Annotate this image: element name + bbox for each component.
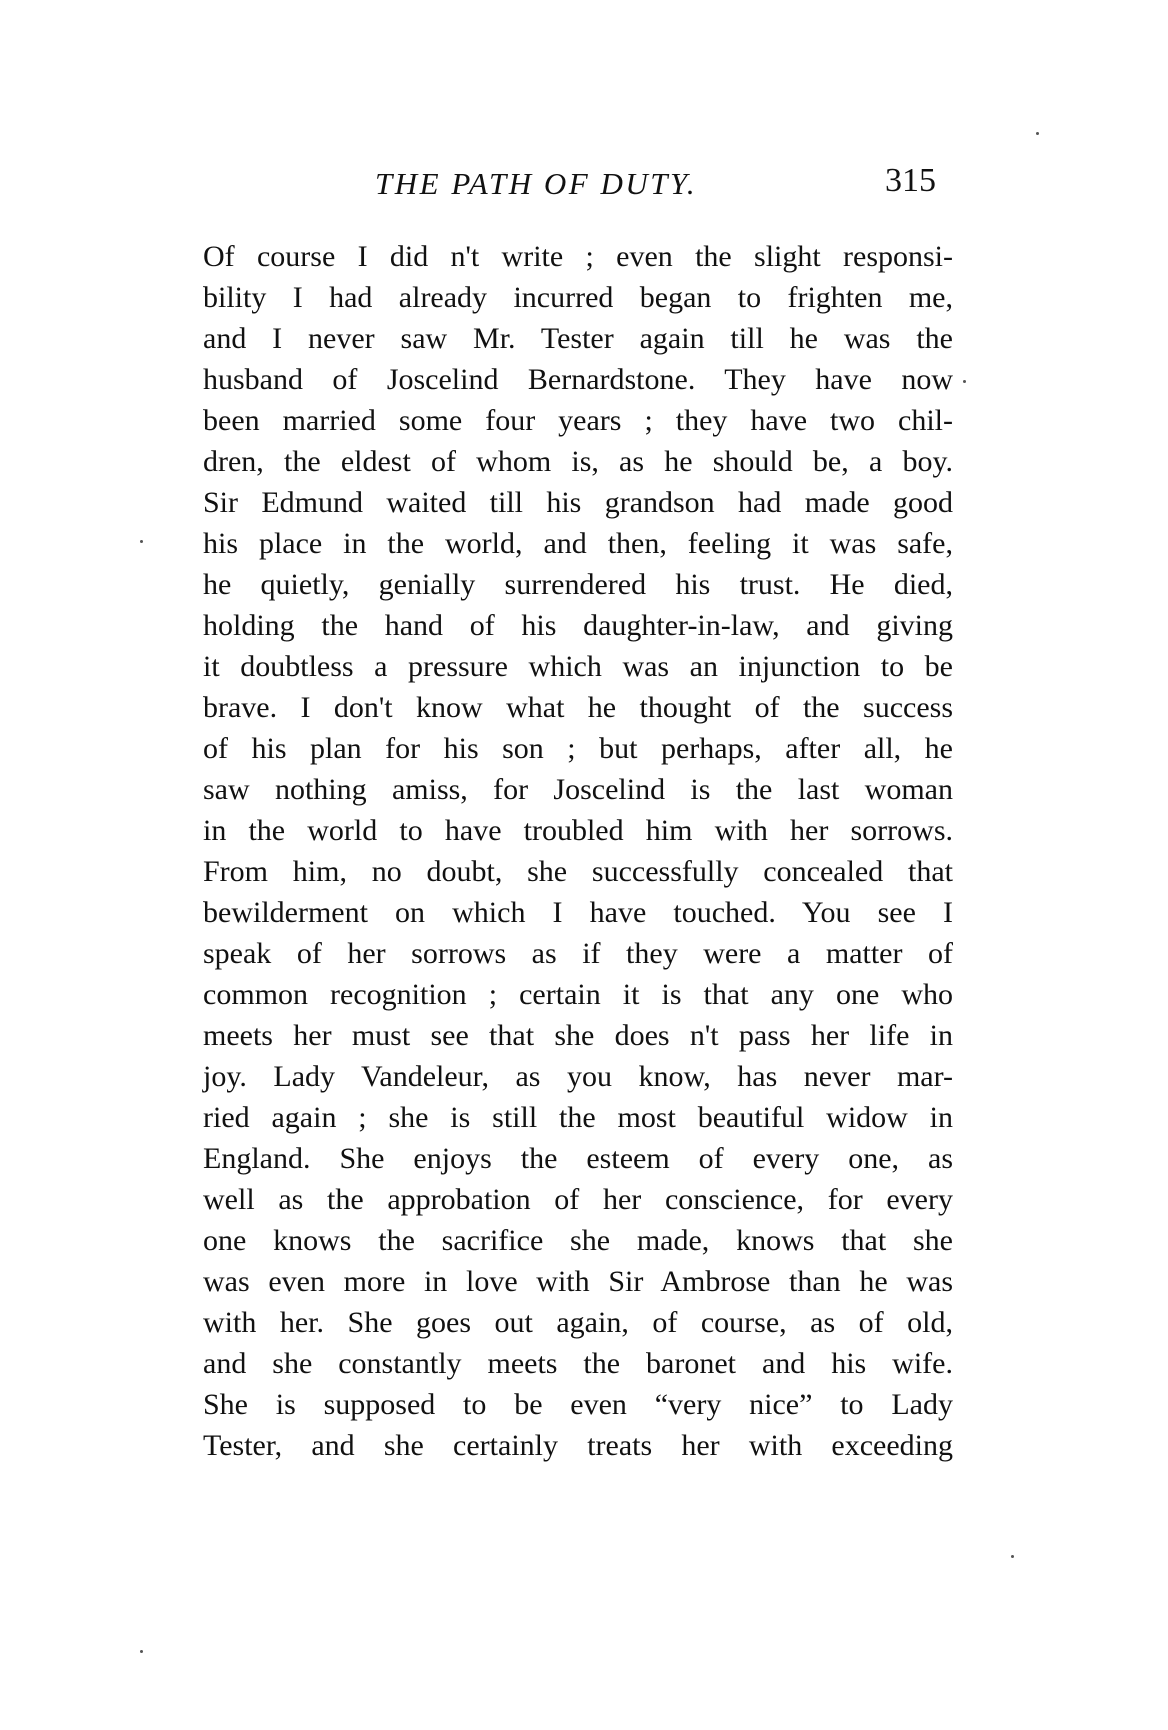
text-line: it doubtless a pressure which was an injunction to be xyxy=(203,650,953,683)
scan-speck xyxy=(1036,132,1039,135)
text-line: his place in the world, and then, feeling it was safe, xyxy=(203,527,953,560)
text-line: was even more in love with Sir Ambrose than he was xyxy=(203,1265,953,1298)
text-line: brave. I don't know what he thought of the success xyxy=(203,691,953,724)
text-line: Tester, and she certainly treats her with exceeding xyxy=(203,1429,953,1462)
text-line: meets her must see that she does n't pass her life in xyxy=(203,1019,953,1052)
page-number: 315 xyxy=(885,162,936,199)
text-line: bewilderment on which I have touched. You see I xyxy=(203,896,953,929)
text-line: Sir Edmund waited till his grandson had made good xyxy=(203,486,953,519)
text-line: well as the approbation of her conscience, for every xyxy=(203,1183,953,1216)
text-line: common recognition ; certain it is that any one who xyxy=(203,978,953,1011)
text-line: speak of her sorrows as if they were a matter of xyxy=(203,937,953,970)
text-line: She is supposed to be even “very nice” to Lady xyxy=(203,1388,953,1421)
text-line: and she constantly meets the baronet and his wife. xyxy=(203,1347,953,1380)
text-line: From him, no doubt, she successfully concealed that xyxy=(203,855,953,888)
text-line: in the world to have troubled him with her sorrows. xyxy=(203,814,953,847)
text-line: England. She enjoys the esteem of every one, as xyxy=(203,1142,953,1175)
scan-speck xyxy=(1011,1555,1014,1558)
scan-speck xyxy=(140,1650,143,1653)
text-line: ried again ; she is still the most beautiful widow in xyxy=(203,1101,953,1134)
text-line: of his plan for his son ; but perhaps, after all, he xyxy=(203,732,953,765)
text-line: bility I had already incurred began to frighten me, xyxy=(203,281,953,314)
running-title: THE PATH OF DUTY. xyxy=(375,166,698,201)
body-text xyxy=(203,236,953,1466)
text-line: holding the hand of his daughter-in-law, and giving xyxy=(203,609,953,642)
text-line: and I never saw Mr. Tester again till he was the xyxy=(203,322,953,355)
text-line: saw nothing amiss, for Joscelind is the last woman xyxy=(203,773,953,806)
text-line: Of course I did n't write ; even the slight responsi- xyxy=(203,240,953,273)
text-line: joy. Lady Vandeleur, as you know, has never mar- xyxy=(203,1060,953,1093)
text-line: dren, the eldest of whom is, as he should be, a boy. xyxy=(203,445,953,478)
text-line: he quietly, genially surrendered his trust. He died, xyxy=(203,568,953,601)
text-line: one knows the sacrifice she made, knows that she xyxy=(203,1224,953,1257)
text-line: with her. She goes out again, of course, as of old, xyxy=(203,1306,953,1339)
text-line: been married some four years ; they have two chil- xyxy=(203,404,953,437)
scan-speck xyxy=(963,380,966,383)
text-line: husband of Joscelind Bernardstone. They have now xyxy=(203,363,953,396)
scan-speck xyxy=(140,540,143,543)
